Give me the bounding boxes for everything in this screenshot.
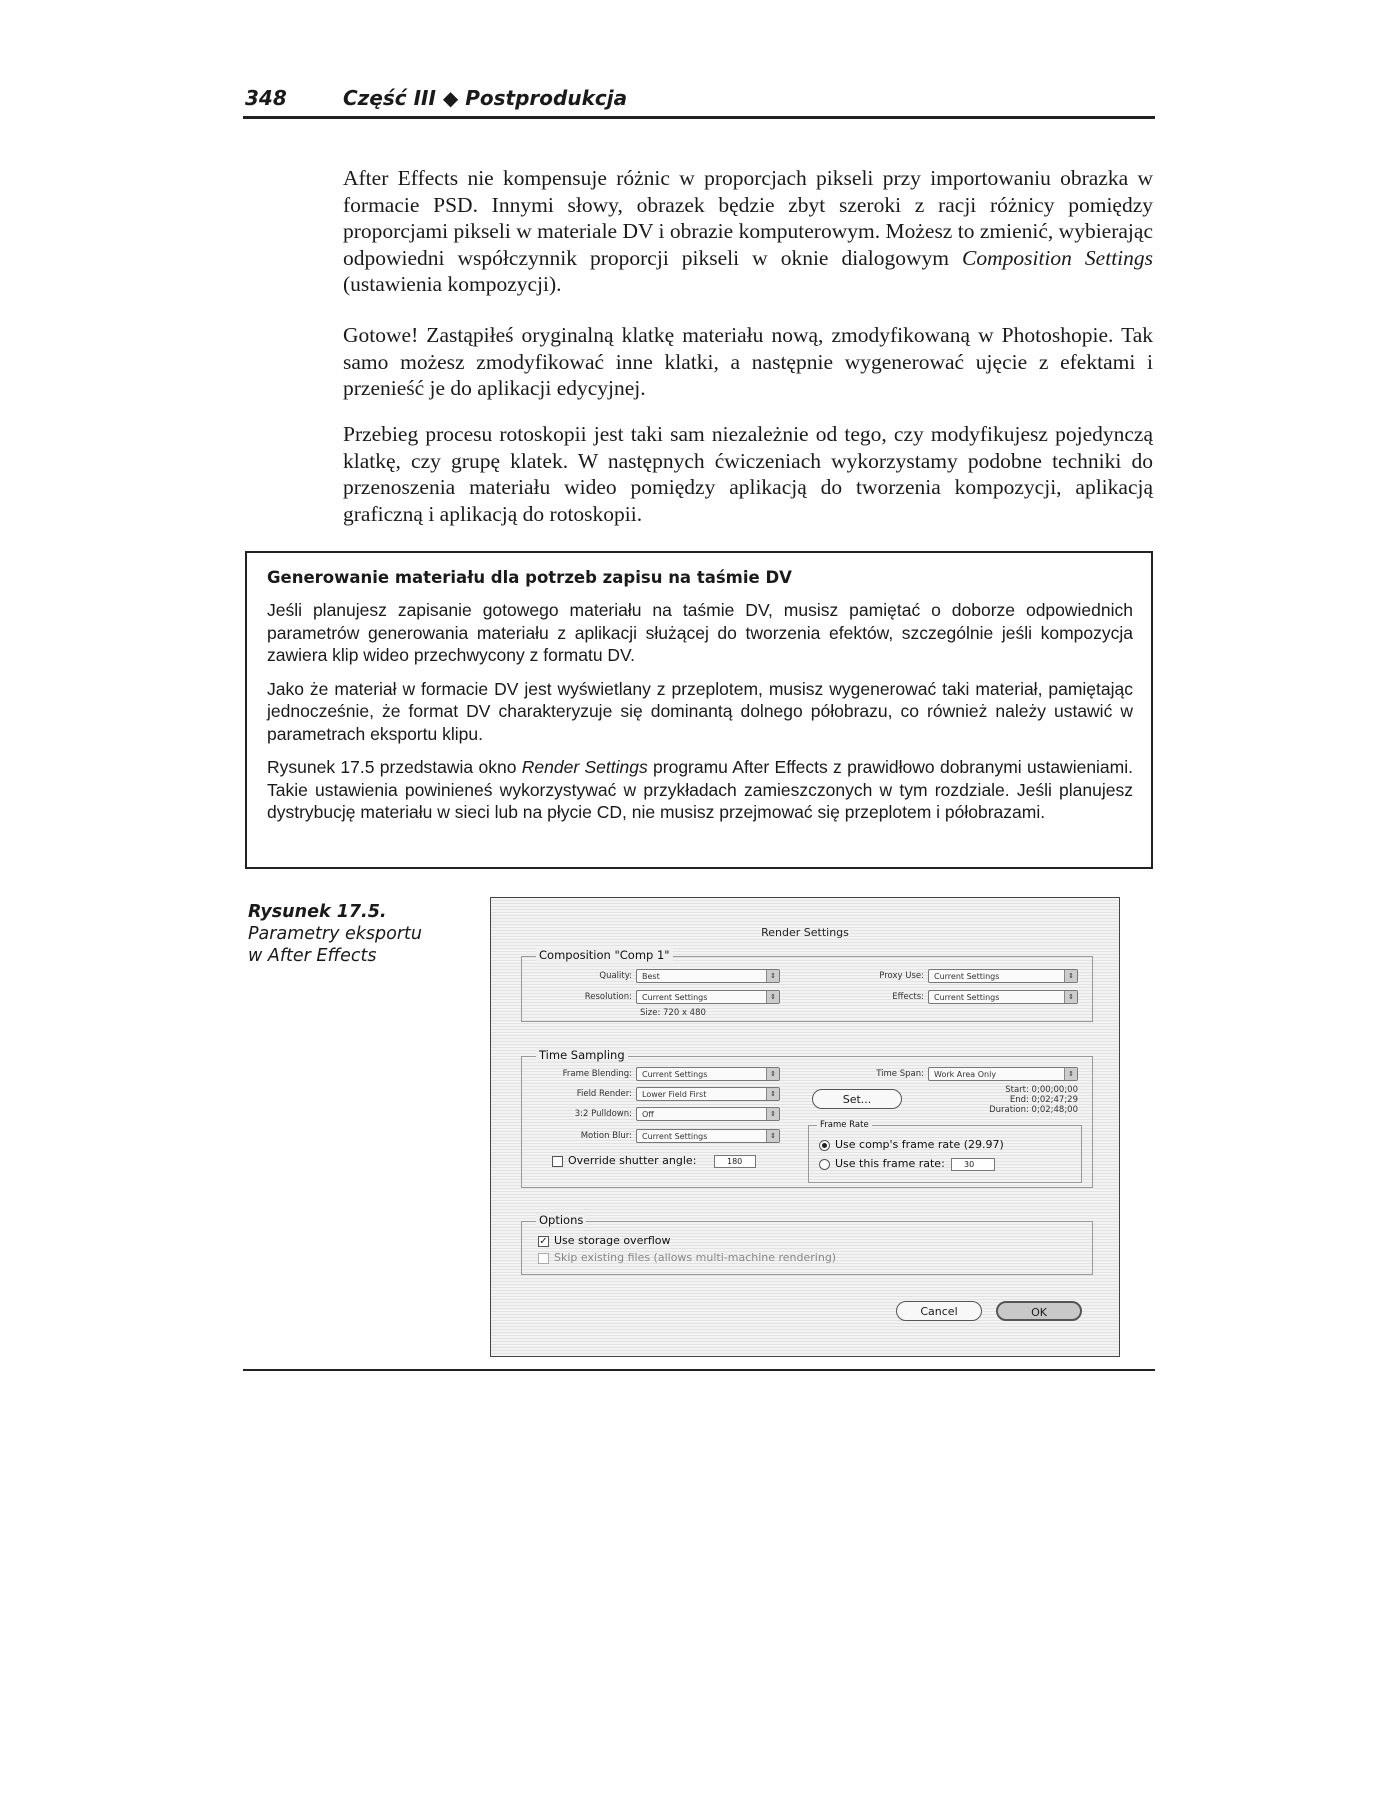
- frame-rate-group: [808, 1120, 1082, 1183]
- select-arrows-icon: ⇕: [766, 1108, 779, 1120]
- ok-button[interactable]: OK: [996, 1301, 1082, 1321]
- use-this-rate-label: Use this frame rate:: [835, 1157, 945, 1170]
- time-sampling-group: [521, 1048, 1093, 1188]
- text-run: (ustawienia kompozycji).: [343, 272, 562, 296]
- text-run: programu After Effects z prawidłowo dobranymi ustawieniami. Takie ustawienia powinieneś wykorzystywać w przykładach zamieszczonych w tym rozdziale. Jeśli planujesz dystrybucję materiału w sieci lub na płycie CD, nie musisz przejmować się przeplotem i półobrazami.: [267, 757, 1133, 822]
- italic-term: Render Settings: [521, 757, 648, 777]
- frame-blending-label: Frame Blending:: [562, 1069, 632, 1079]
- select-arrows-icon: ⇕: [766, 1130, 779, 1142]
- dialog-title: Render Settings: [761, 926, 849, 939]
- time-span-label: Time Span:: [876, 1069, 924, 1079]
- sidebar-title: Generowanie materiału dla potrzeb zapisu na taśmie DV: [267, 568, 792, 587]
- figure-caption: [248, 901, 448, 967]
- caption-line-1: Parametry eksportu: [248, 924, 422, 944]
- paragraph-1: [343, 165, 1153, 298]
- override-shutter-checkbox[interactable]: [552, 1156, 563, 1167]
- text-run: After Effects nie kompensuje różnic w proporcjach pikseli przy importowaniu obrazka w formacie PSD. Innymi słowy, obrazek będzie zbyt szeroki z racji różnicy pomiędzy proporcjami pikseli w materiale DV i obrazie komputerowym. Możesz to zmienić, wybierając odpowiedni współczynnik proporcji pikseli w oknie dialogowym: [343, 166, 1153, 270]
- end-time: End: 0;02;47;29: [1009, 1095, 1078, 1105]
- size-text: Size: 720 x 480: [640, 1008, 706, 1018]
- pulldown-select[interactable]: Off ⇕: [636, 1107, 780, 1121]
- sidebar-paragraph-1: [267, 599, 1133, 667]
- use-comp-rate-label: Use comp's frame rate (29.97): [835, 1138, 1004, 1151]
- checkmark-icon: ✓: [539, 1236, 548, 1247]
- text-run: Jako że materiał w formacie DV jest wyświetlany z przeplotem, musisz wygenerować taki materiał, pamiętając jednocześnie, że format DV charakteryzuje się dominantą dolnego półobrazu, co również należy ustawić w parametrach eksportu klipu.: [267, 678, 1133, 744]
- proxy-use-label: Proxy Use:: [879, 971, 924, 981]
- paragraph-2: [343, 322, 1153, 402]
- caption-number: Rysunek 17.5.: [248, 902, 387, 922]
- field-render-label: Field Render:: [576, 1089, 632, 1099]
- cancel-button[interactable]: Cancel: [896, 1301, 982, 1321]
- start-time: Start: 0;00;00;00: [1005, 1085, 1078, 1095]
- composition-group: [521, 948, 1093, 1022]
- frame-rate-label: Frame Rate: [817, 1120, 872, 1130]
- paragraph-3: [343, 421, 1153, 527]
- effects-select[interactable]: Current Settings ⇕: [928, 990, 1078, 1004]
- pulldown-label: 3:2 Pulldown:: [574, 1109, 632, 1119]
- time-span-select[interactable]: Work Area Only ⇕: [928, 1067, 1078, 1081]
- select-arrows-icon: ⇕: [766, 1068, 779, 1080]
- override-shutter-label: Override shutter angle:: [568, 1154, 697, 1167]
- select-arrows-icon: ⇕: [766, 1088, 779, 1100]
- select-arrows-icon: ⇕: [766, 970, 779, 982]
- bottom-rule: [243, 1369, 1155, 1371]
- text-run: Jeśli planujesz zapisanie gotowego materiału na taśmie DV, musisz pamiętać o doborze odpowiednich parametrów generowania materiału z aplikacji służącej do tworzenia efektów, szczególnie jeśli kompozycja zawiera klip wideo przechwycony z formatu DV.: [267, 600, 1133, 665]
- shutter-angle-field[interactable]: 180: [714, 1155, 756, 1168]
- select-arrows-icon: ⇕: [1064, 970, 1077, 982]
- running-title: Część III ◆ Postprodukcja: [343, 86, 628, 110]
- options-group: [521, 1213, 1093, 1275]
- storage-overflow-checkbox[interactable]: [538, 1236, 549, 1247]
- sidebar-paragraph-2: [267, 678, 1133, 746]
- sidebar-box: [245, 551, 1153, 869]
- page-header: [243, 86, 1155, 119]
- resolution-select[interactable]: Current Settings ⇕: [636, 990, 780, 1004]
- select-arrows-icon: ⇕: [1064, 991, 1077, 1003]
- caption-line-2: w After Effects: [248, 946, 377, 966]
- storage-overflow-label: Use storage overflow: [554, 1234, 671, 1247]
- select-arrows-icon: ⇕: [1064, 1068, 1077, 1080]
- use-comp-rate-radio[interactable]: [819, 1140, 830, 1151]
- use-this-rate-radio[interactable]: [819, 1159, 830, 1170]
- italic-term: Composition Settings: [962, 245, 1154, 270]
- skip-existing-checkbox[interactable]: [538, 1253, 549, 1264]
- text-run: Gotowe! Zastąpiłeś oryginalną klatkę materiału nową, zmodyfikowaną w Photoshopie. Tak samo możesz zmodyfikować inne klatki, a następnie wygenerować ujęcie z efektami i przenieść je do aplikacji edycyjnej.: [343, 323, 1153, 400]
- motion-blur-select[interactable]: Current Settings ⇕: [636, 1129, 780, 1143]
- duration-time: Duration: 0;02;48;00: [989, 1105, 1078, 1115]
- page-number: 348: [245, 86, 287, 110]
- select-arrows-icon: ⇕: [766, 991, 779, 1003]
- frame-blending-select[interactable]: Current Settings ⇕: [636, 1067, 780, 1081]
- set-button[interactable]: Set...: [812, 1089, 902, 1109]
- time-sampling-label: Time Sampling: [536, 1048, 628, 1062]
- sidebar-paragraph-3: [267, 756, 1133, 824]
- composition-group-label: Composition "Comp 1": [536, 948, 673, 962]
- quality-label: Quality:: [599, 971, 632, 981]
- skip-existing-label: Skip existing files (allows multi-machine rendering): [554, 1251, 837, 1264]
- proxy-use-select[interactable]: Current Settings ⇕: [928, 969, 1078, 983]
- resolution-label: Resolution:: [584, 992, 632, 1002]
- frame-rate-field[interactable]: 30: [951, 1158, 995, 1171]
- field-render-select[interactable]: Lower Field First ⇕: [636, 1087, 780, 1101]
- text-run: Rysunek 17.5 przedstawia okno: [267, 757, 522, 777]
- text-run: Przebieg procesu rotoskopii jest taki sam niezależnie od tego, czy modyfikujesz pojedynczą klatkę, czy grupę klatek. W następnych ćwiczeniach wykorzystamy podobne techniki do przenoszenia materiału wideo pomiędzy aplikacją do tworzenia kompozycji, aplikacją graficzną i aplikacją do rotoskopii.: [343, 422, 1153, 526]
- options-label: Options: [536, 1213, 586, 1227]
- render-settings-screenshot: [490, 897, 1120, 1357]
- effects-label: Effects:: [892, 992, 924, 1002]
- quality-select[interactable]: Best ⇕: [636, 969, 780, 983]
- motion-blur-label: Motion Blur:: [580, 1131, 632, 1141]
